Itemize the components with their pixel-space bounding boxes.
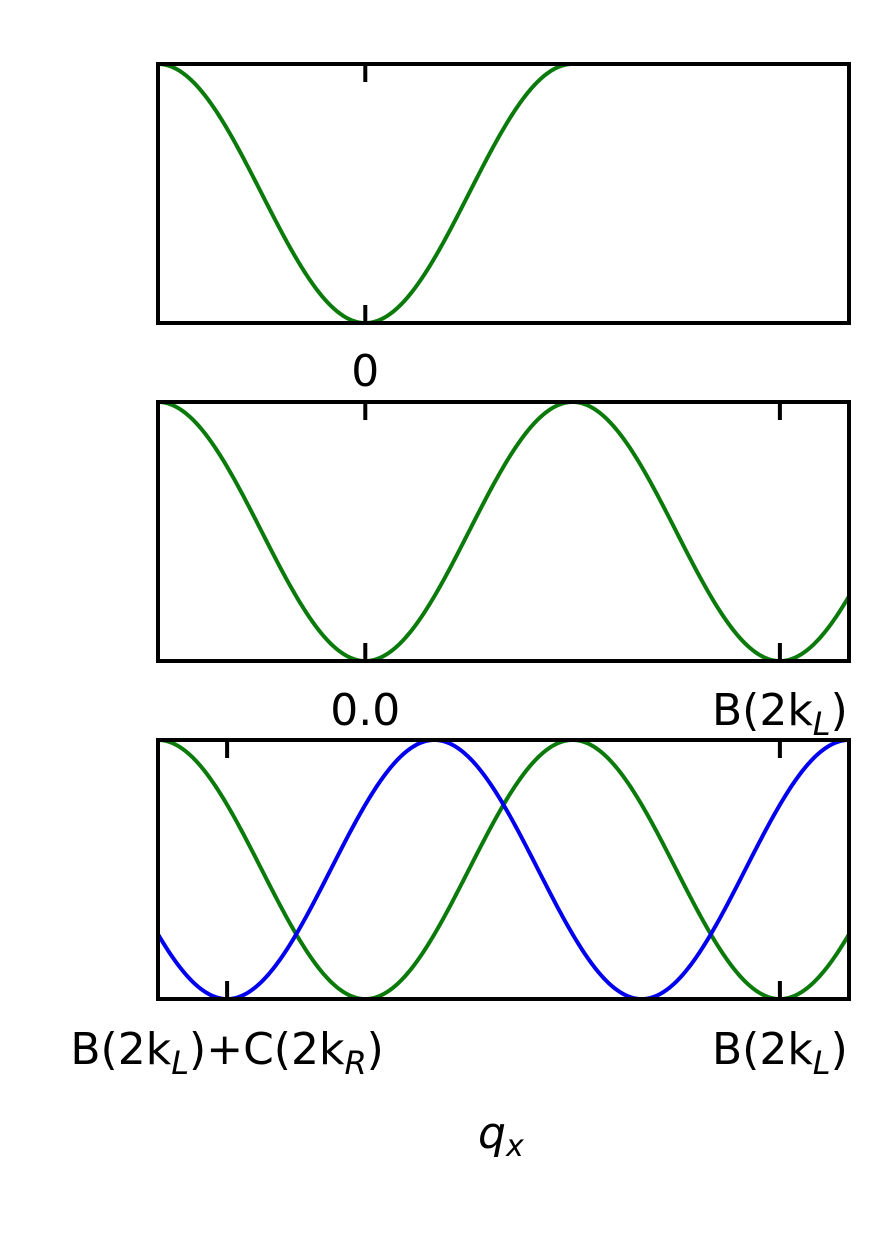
x-axis-label-group (478, 1108, 524, 1164)
panel-bottom (70, 740, 849, 1082)
panel-top (158, 64, 849, 397)
green-curve (158, 64, 573, 323)
x-axis-label: qx (478, 1108, 524, 1164)
x-tick-label: $B(2k_L)+C(2k_R)$ (70, 1024, 384, 1082)
x-tick-label: 0.0 (330, 685, 401, 736)
x-tick-label: 0 (351, 346, 380, 397)
panel-middle (158, 402, 849, 743)
x-tick-label: $B(2k_L)$ (711, 685, 848, 743)
green-curve (158, 402, 849, 661)
x-tick-label: $B(2k_L)$ (711, 1024, 848, 1082)
